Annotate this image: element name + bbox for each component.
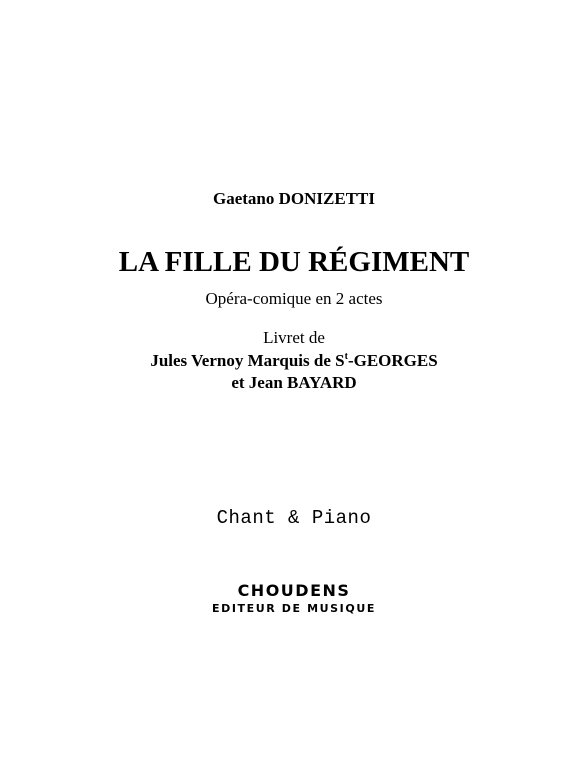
arrangement-label: Chant & Piano (216, 507, 372, 529)
librettist-line-1 (0, 351, 588, 371)
publisher-description: EDITEUR DE MUSIQUE (212, 602, 376, 615)
libretto-intro: Livret de (263, 328, 325, 347)
composer-name: Gaetano DONIZETTI (213, 189, 375, 208)
librettist-1-suffix: -GEORGES (347, 351, 438, 370)
work-title: LA FILLE DU RÉGIMENT (118, 246, 470, 278)
librettist-line-2: et Jean BAYARD (231, 373, 357, 392)
librettist-1-superscript: t (344, 351, 348, 362)
publisher-name: CHOUDENS (237, 581, 351, 600)
librettist-1-prefix: Jules Vernoy Marquis de S (150, 351, 345, 370)
work-subtitle: Opéra-comique en 2 actes (205, 289, 383, 308)
